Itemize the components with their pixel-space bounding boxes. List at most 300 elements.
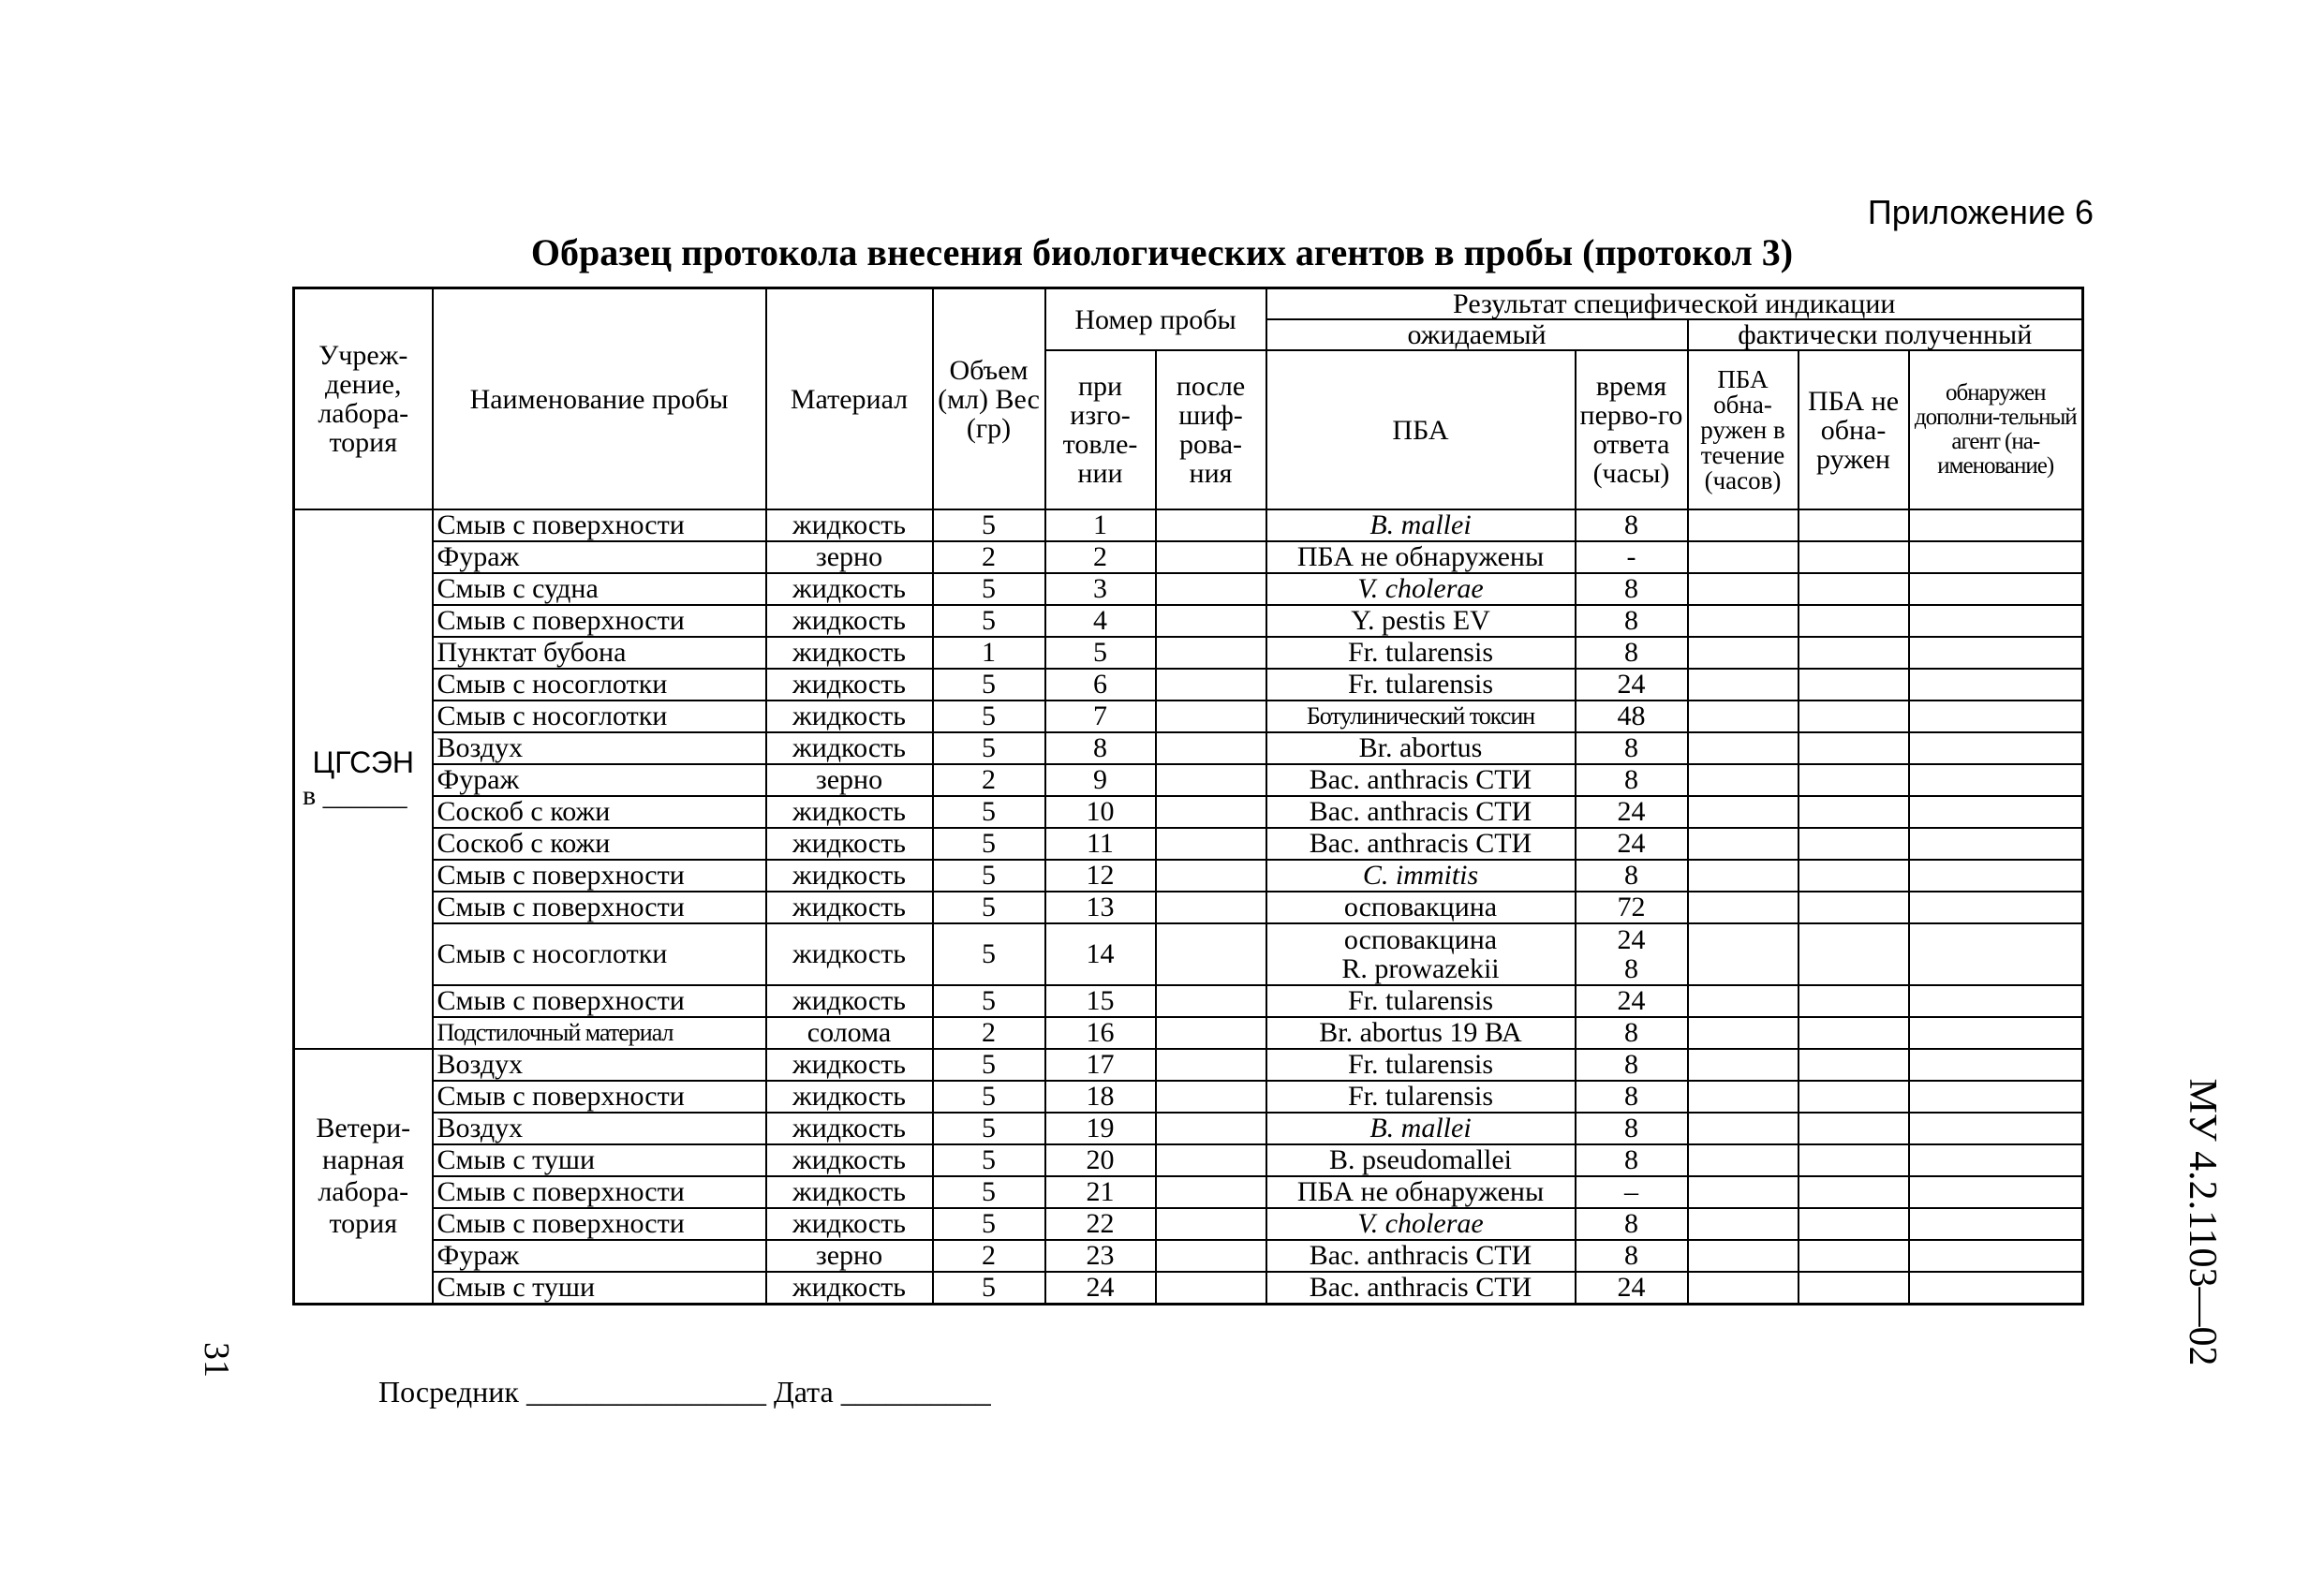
pba-not-found-cell: [1799, 1049, 1909, 1081]
extra-agent-cell: [1909, 796, 2083, 828]
coded-number: [1156, 923, 1266, 985]
first-response-time: 8: [1576, 1049, 1688, 1081]
material: жидкость: [766, 1176, 933, 1208]
first-response-time: 8: [1576, 509, 1688, 541]
document-title: Образец протокола внесения биологических агентов в пробы (протокол 3): [530, 231, 1794, 273]
material: жидкость: [766, 1049, 933, 1081]
sample-number: 7: [1045, 701, 1156, 732]
table-row: [294, 669, 2083, 701]
sample-name: Смыв с носоглотки: [433, 701, 766, 732]
volume: 5: [933, 860, 1045, 892]
volume: 5: [933, 509, 1045, 541]
coded-number: [1156, 1081, 1266, 1113]
volume: 5: [933, 701, 1045, 732]
material: жидкость: [766, 892, 933, 923]
extra-agent-cell: [1909, 1208, 2083, 1240]
material: жидкость: [766, 860, 933, 892]
table-row: [294, 1240, 2083, 1272]
sample-name: Смыв с носоглотки: [433, 923, 766, 985]
pba-not-found-cell: [1799, 892, 1909, 923]
sample-number: 16: [1045, 1017, 1156, 1049]
sample-number: 24: [1045, 1272, 1156, 1305]
first-response-time: 8: [1576, 1081, 1688, 1113]
first-response-time-line: 8: [1624, 953, 1638, 984]
extra-agent-cell: [1909, 892, 2083, 923]
coded-number: [1156, 701, 1266, 732]
volume: 2: [933, 1240, 1045, 1272]
first-response-time: 24: [1576, 1272, 1688, 1305]
pba-found-cell: [1688, 828, 1799, 860]
sample-number: 19: [1045, 1113, 1156, 1144]
sample-number: 15: [1045, 985, 1156, 1017]
sample-number: 3: [1045, 573, 1156, 605]
pba-not-found-cell: [1799, 509, 1909, 541]
expected-pba: Bac. anthracis СТИ: [1266, 828, 1576, 860]
material: жидкость: [766, 796, 933, 828]
pba-found-cell: [1688, 573, 1799, 605]
expected-pba: Fr. tularensis: [1266, 985, 1576, 1017]
pba-not-found-cell: [1799, 1208, 1909, 1240]
table-row: [294, 732, 2083, 764]
institution-vet-cell: [294, 1049, 433, 1305]
extra-agent-cell: [1909, 509, 2083, 541]
sample-number: 10: [1045, 796, 1156, 828]
table-row: [294, 796, 2083, 828]
table-row: [294, 1017, 2083, 1049]
table-row: [294, 1081, 2083, 1113]
pba-not-found-cell: [1799, 669, 1909, 701]
sample-number: 4: [1045, 605, 1156, 637]
sample-number: 20: [1045, 1144, 1156, 1176]
table-row: [294, 1049, 2083, 1081]
extra-agent-cell: [1909, 1240, 2083, 1272]
table-row: [294, 985, 2083, 1017]
pba-found-cell: [1688, 796, 1799, 828]
material: зерно: [766, 764, 933, 796]
volume: 2: [933, 1017, 1045, 1049]
material: зерно: [766, 1240, 933, 1272]
first-response-time: 8: [1576, 732, 1688, 764]
sample-name: Соскоб с кожи: [433, 796, 766, 828]
extra-agent-cell: [1909, 764, 2083, 796]
pba-found-cell: [1688, 1049, 1799, 1081]
date-label: Дата: [773, 1375, 834, 1409]
pba-found-cell: [1688, 541, 1799, 573]
coded-number: [1156, 605, 1266, 637]
coded-number: [1156, 1049, 1266, 1081]
table-row: [294, 1176, 2083, 1208]
material: жидкость: [766, 1113, 933, 1144]
expected-pba: Fr. tularensis: [1266, 1081, 1576, 1113]
expected-pba: Bac. anthracis СТИ: [1266, 764, 1576, 796]
material: жидкость: [766, 605, 933, 637]
page-number: 31: [197, 1342, 236, 1378]
pba-not-found-cell: [1799, 701, 1909, 732]
volume: 5: [933, 1081, 1045, 1113]
sample-name: Фураж: [433, 1240, 766, 1272]
coded-number: [1156, 1208, 1266, 1240]
material: жидкость: [766, 573, 933, 605]
volume: 1: [933, 637, 1045, 669]
material: жидкость: [766, 1144, 933, 1176]
table-row: [294, 1113, 2083, 1144]
sample-name: Смыв с поверхности: [433, 1208, 766, 1240]
institution-vet: Ветери-нарная лабора-тория: [316, 1113, 411, 1239]
volume: 5: [933, 669, 1045, 701]
document-code: МУ 4.2.1103—02: [2181, 1078, 2224, 1366]
coded-number: [1156, 637, 1266, 669]
header-pba-found: ПБА обна-ружен в течение (часов): [1688, 350, 1799, 509]
institution-cgsen-location: в ______: [303, 780, 407, 811]
pba-not-found-cell: [1799, 1017, 1909, 1049]
table-row: [294, 1272, 2083, 1305]
table-header: [294, 288, 2083, 510]
header-at-preparation: при изго-товле-нии: [1045, 350, 1156, 509]
sample-name: Смыв с поверхности: [433, 860, 766, 892]
volume: 5: [933, 828, 1045, 860]
volume: 5: [933, 732, 1045, 764]
first-response-time: 8: [1576, 860, 1688, 892]
extra-agent-cell: [1909, 1272, 2083, 1305]
material: жидкость: [766, 509, 933, 541]
coded-number: [1156, 796, 1266, 828]
pba-found-cell: [1688, 605, 1799, 637]
pba-found-cell: [1688, 1144, 1799, 1176]
volume: 2: [933, 764, 1045, 796]
sample-name: Воздух: [433, 1113, 766, 1144]
extra-agent-cell: [1909, 828, 2083, 860]
extra-agent-cell: [1909, 1081, 2083, 1113]
first-response-time: 8: [1576, 1144, 1688, 1176]
pba-not-found-cell: [1799, 796, 1909, 828]
first-response-time: 8: [1576, 1113, 1688, 1144]
pba-found-cell: [1688, 892, 1799, 923]
sample-number: 17: [1045, 1049, 1156, 1081]
coded-number: [1156, 892, 1266, 923]
expected-pba: V. cholerae: [1266, 573, 1576, 605]
coded-number: [1156, 828, 1266, 860]
first-response-time: 8: [1576, 764, 1688, 796]
coded-number: [1156, 860, 1266, 892]
sample-name: Смыв с поверхности: [433, 985, 766, 1017]
first-response-time: 24: [1576, 796, 1688, 828]
pba-found-cell: [1688, 923, 1799, 985]
header-pba: ПБА: [1266, 350, 1576, 509]
extra-agent-cell: [1909, 669, 2083, 701]
first-response-time: 72: [1576, 892, 1688, 923]
header-actual: фактически полученный: [1688, 319, 2083, 350]
pba-found-cell: [1688, 764, 1799, 796]
volume: 5: [933, 1049, 1045, 1081]
sample-number: 21: [1045, 1176, 1156, 1208]
sample-number: 5: [1045, 637, 1156, 669]
pba-found-cell: [1688, 1113, 1799, 1144]
expected-pba: Fr. tularensis: [1266, 637, 1576, 669]
sample-number: 14: [1045, 923, 1156, 985]
volume: 5: [933, 573, 1045, 605]
expected-pba: B. mallei: [1266, 1113, 1576, 1144]
coded-number: [1156, 573, 1266, 605]
first-response-time: 8: [1576, 573, 1688, 605]
table-row: [294, 892, 2083, 923]
coded-number: [1156, 541, 1266, 573]
extra-agent-cell: [1909, 573, 2083, 605]
expected-pba: Bac. anthracis СТИ: [1266, 1240, 1576, 1272]
first-response-time: 48: [1576, 701, 1688, 732]
material: жидкость: [766, 923, 933, 985]
volume: 5: [933, 605, 1045, 637]
table-row: [294, 509, 2083, 541]
expected-pba: Y. pestis EV: [1266, 605, 1576, 637]
mediator-blank[interactable]: ________________: [525, 1375, 766, 1409]
pba-not-found-cell: [1799, 860, 1909, 892]
header-expected: ожидаемый: [1266, 319, 1688, 350]
extra-agent-cell: [1909, 1176, 2083, 1208]
pba-not-found-cell: [1799, 1144, 1909, 1176]
volume: 5: [933, 1208, 1045, 1240]
signature-line: [378, 1375, 991, 1409]
pba-not-found-cell: [1799, 732, 1909, 764]
coded-number: [1156, 1113, 1266, 1144]
pba-not-found-cell: [1799, 637, 1909, 669]
table-row: [294, 923, 2083, 985]
sample-name: Фураж: [433, 764, 766, 796]
expected-pba: Bac. anthracis СТИ: [1266, 1272, 1576, 1305]
pba-not-found-cell: [1799, 1081, 1909, 1113]
volume: 2: [933, 541, 1045, 573]
sample-number: 23: [1045, 1240, 1156, 1272]
table-row: [294, 1144, 2083, 1176]
first-response-time: –: [1576, 1176, 1688, 1208]
pba-not-found-cell: [1799, 764, 1909, 796]
coded-number: [1156, 1272, 1266, 1305]
institution-cgsen-cell: [294, 509, 433, 1049]
sample-name: Подстилочный материал: [433, 1017, 766, 1049]
extra-agent-cell: [1909, 605, 2083, 637]
pba-found-cell: [1688, 509, 1799, 541]
first-response-time: 24: [1576, 669, 1688, 701]
pba-not-found-cell: [1799, 1240, 1909, 1272]
sample-name: Пунктат бубона: [433, 637, 766, 669]
volume: 5: [933, 1272, 1045, 1305]
extra-agent-cell: [1909, 1113, 2083, 1144]
pba-found-cell: [1688, 1176, 1799, 1208]
expected-pba: Fr. tularensis: [1266, 669, 1576, 701]
sample-number: 13: [1045, 892, 1156, 923]
first-response-time: 8: [1576, 1017, 1688, 1049]
expected-pba: C. immitis: [1266, 860, 1576, 892]
pba-not-found-cell: [1799, 985, 1909, 1017]
sample-name: Смыв с поверхности: [433, 1081, 766, 1113]
coded-number: [1156, 1176, 1266, 1208]
pba-not-found-cell: [1799, 605, 1909, 637]
pba-found-cell: [1688, 732, 1799, 764]
expected-pba: V. cholerae: [1266, 1208, 1576, 1240]
volume: 5: [933, 1113, 1045, 1144]
extra-agent-cell: [1909, 1049, 2083, 1081]
coded-number: [1156, 732, 1266, 764]
sample-number: 1: [1045, 509, 1156, 541]
pba-not-found-cell: [1799, 923, 1909, 985]
first-response-time-multi: [1576, 923, 1688, 985]
volume: 5: [933, 985, 1045, 1017]
extra-agent-cell: [1909, 1017, 2083, 1049]
header-extra-agent: обнаружен дополни-тельный агент (на-именование): [1909, 350, 2083, 509]
coded-number: [1156, 764, 1266, 796]
extra-agent-cell: [1909, 1144, 2083, 1176]
expected-pba: Fr. tularensis: [1266, 1049, 1576, 1081]
pba-found-cell: [1688, 985, 1799, 1017]
expected-pba: Ботулинический токсин: [1266, 701, 1576, 732]
first-response-time: 24: [1576, 828, 1688, 860]
sample-name: Смыв с туши: [433, 1272, 766, 1305]
first-response-time: 8: [1576, 605, 1688, 637]
table-row: [294, 701, 2083, 732]
pba-found-cell: [1688, 1017, 1799, 1049]
extra-agent-cell: [1909, 860, 2083, 892]
sample-name: Смыв с судна: [433, 573, 766, 605]
sample-name: Смыв с поверхности: [433, 605, 766, 637]
coded-number: [1156, 1144, 1266, 1176]
volume: 5: [933, 1144, 1045, 1176]
table-row: [294, 764, 2083, 796]
material: жидкость: [766, 1081, 933, 1113]
pba-not-found-cell: [1799, 541, 1909, 573]
pba-not-found-cell: [1799, 1113, 1909, 1144]
sample-name: Фураж: [433, 541, 766, 573]
first-response-time: 8: [1576, 637, 1688, 669]
pba-found-cell: [1688, 1240, 1799, 1272]
sample-number: 8: [1045, 732, 1156, 764]
sample-name: Соскоб с кожи: [433, 828, 766, 860]
header-after-coding: после шиф-рова-ния: [1156, 350, 1266, 509]
material: солома: [766, 1017, 933, 1049]
extra-agent-cell: [1909, 701, 2083, 732]
pba-not-found-cell: [1799, 573, 1909, 605]
material: жидкость: [766, 732, 933, 764]
sample-name: Смыв с поверхности: [433, 1176, 766, 1208]
expected-pba: Br. abortus: [1266, 732, 1576, 764]
extra-agent-cell: [1909, 637, 2083, 669]
expected-pba-multi: [1266, 923, 1576, 985]
material: жидкость: [766, 669, 933, 701]
expected-pba-line: осповакцина: [1343, 924, 1498, 955]
expected-pba: B. pseudomallei: [1266, 1144, 1576, 1176]
material: жидкость: [766, 701, 933, 732]
sample-number: 12: [1045, 860, 1156, 892]
first-response-time: 8: [1576, 1208, 1688, 1240]
expected-pba: ПБА не обнаружены: [1266, 541, 1576, 573]
expected-pba: Bac. anthracis СТИ: [1266, 796, 1576, 828]
first-response-time: -: [1576, 541, 1688, 573]
table-row: [294, 860, 2083, 892]
sample-number: 6: [1045, 669, 1156, 701]
pba-found-cell: [1688, 637, 1799, 669]
pba-found-cell: [1688, 701, 1799, 732]
first-response-time: 8: [1576, 1240, 1688, 1272]
extra-agent-cell: [1909, 732, 2083, 764]
header-material: Материал: [766, 288, 933, 510]
header-institution: Учреж-дение, лабора-тория: [294, 288, 433, 510]
sample-number: 18: [1045, 1081, 1156, 1113]
expected-pba: ПБА не обнаружены: [1266, 1176, 1576, 1208]
first-response-time-line: 24: [1617, 924, 1646, 955]
table-row: [294, 1208, 2083, 1240]
sample-number: 11: [1045, 828, 1156, 860]
expected-pba: осповакцина: [1266, 892, 1576, 923]
header-pba-not-found: ПБА не обна-ружен: [1799, 350, 1909, 509]
volume: 5: [933, 892, 1045, 923]
pba-not-found-cell: [1799, 1176, 1909, 1208]
extra-agent-cell: [1909, 541, 2083, 573]
institution-cgsen: ЦГСЭН: [312, 745, 414, 779]
coded-number: [1156, 669, 1266, 701]
extra-agent-cell: [1909, 985, 2083, 1017]
material: жидкость: [766, 985, 933, 1017]
table-body: [294, 509, 2083, 1305]
material: зерно: [766, 541, 933, 573]
material: жидкость: [766, 1272, 933, 1305]
date-blank[interactable]: __________: [840, 1375, 991, 1409]
pba-not-found-cell: [1799, 1272, 1909, 1305]
sample-number: 2: [1045, 541, 1156, 573]
coded-number: [1156, 1017, 1266, 1049]
sample-number: 9: [1045, 764, 1156, 796]
pba-found-cell: [1688, 1081, 1799, 1113]
pba-found-cell: [1688, 860, 1799, 892]
protocol-table: [292, 287, 2084, 1305]
table-row: [294, 541, 2083, 573]
table-row: [294, 637, 2083, 669]
header-sample-name: Наименование пробы: [433, 288, 766, 510]
pba-found-cell: [1688, 1208, 1799, 1240]
sample-name: Смыв с носоглотки: [433, 669, 766, 701]
volume: 5: [933, 923, 1045, 985]
material: жидкость: [766, 828, 933, 860]
header-result: Результат специфической индикации: [1266, 288, 2083, 320]
expected-pba-line: R. prowazekii: [1341, 953, 1500, 984]
sample-number: 22: [1045, 1208, 1156, 1240]
material: жидкость: [766, 1208, 933, 1240]
header-first-response: время перво-го ответа (часы): [1576, 350, 1688, 509]
volume: 5: [933, 1176, 1045, 1208]
sample-name: Смыв с поверхности: [433, 892, 766, 923]
coded-number: [1156, 985, 1266, 1017]
header-sample-number: Номер пробы: [1045, 288, 1266, 351]
extra-agent-cell: [1909, 923, 2083, 985]
sample-name: Смыв с поверхности: [433, 509, 766, 541]
first-response-time: 24: [1576, 985, 1688, 1017]
pba-not-found-cell: [1799, 828, 1909, 860]
expected-pba: Br. abortus 19 ВА: [1266, 1017, 1576, 1049]
table-row: [294, 828, 2083, 860]
material: жидкость: [766, 637, 933, 669]
mediator-label: Посредник: [378, 1375, 519, 1409]
pba-found-cell: [1688, 1272, 1799, 1305]
appendix-label: Приложение 6: [1867, 193, 2094, 231]
sample-name: Смыв с туши: [433, 1144, 766, 1176]
expected-pba: B. mallei: [1266, 509, 1576, 541]
coded-number: [1156, 509, 1266, 541]
header-volume: Объем (мл) Вес (гр): [933, 288, 1045, 510]
volume: 5: [933, 796, 1045, 828]
sample-name: Воздух: [433, 732, 766, 764]
table-row: [294, 573, 2083, 605]
pba-found-cell: [1688, 669, 1799, 701]
table-row: [294, 605, 2083, 637]
coded-number: [1156, 1240, 1266, 1272]
sample-name: Воздух: [433, 1049, 766, 1081]
